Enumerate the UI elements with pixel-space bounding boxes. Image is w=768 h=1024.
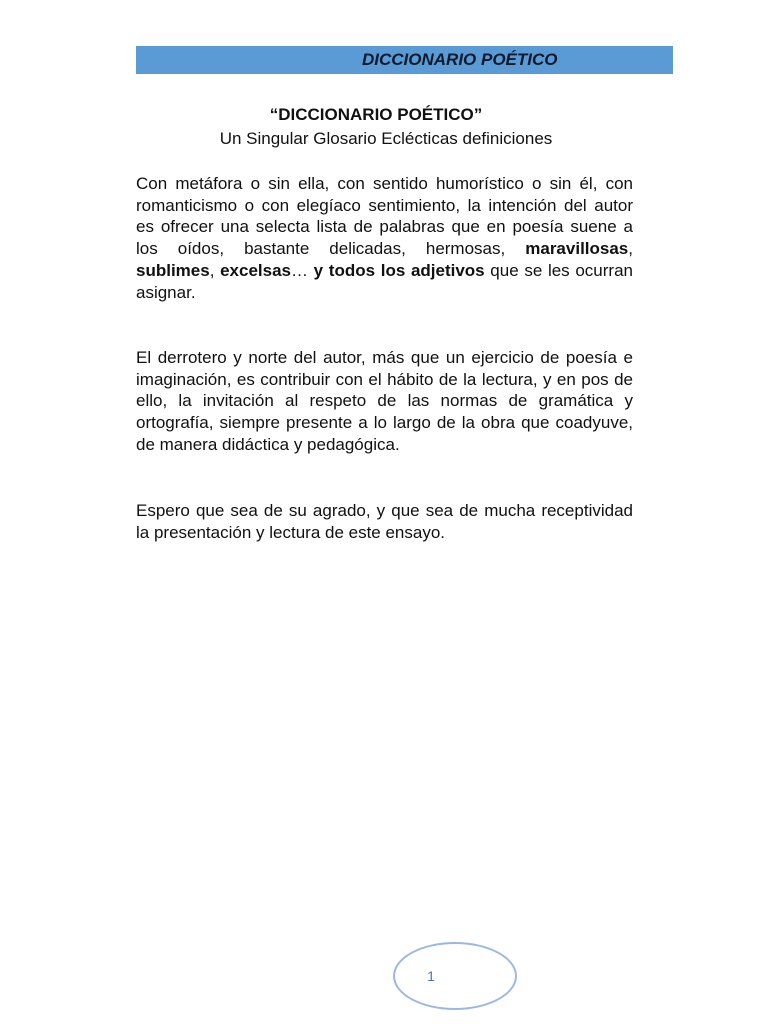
separator: , (628, 239, 633, 259)
bold-word-excelsas: excelsas (220, 260, 291, 280)
bold-word-sublimes: sublimes (136, 260, 210, 280)
document-title: “DICCIONARIO POÉTICO” (269, 105, 483, 124)
header-bar (136, 46, 673, 74)
separator: , (209, 260, 221, 280)
paragraph-closing: Espero que sea de su agrado, y que sea de mucha receptividad la presentación y lectura de este ensayo. (136, 501, 633, 542)
bold-phrase-adjetivos: y todos los adjetivos (313, 260, 485, 280)
paragraph-intro-lead: Con metáfora o sin ella, con sentido humorístico o sin él, con romanticismo o con elegíaco sentimiento, la intención del autor es ofrecer una selecta lista de palabras que en poesía suene a los oídos, bastante delicadas, hermosas, (136, 174, 633, 259)
paragraph-intro-tail: que se les ocurran asignar. (136, 260, 633, 302)
paragraph-intro (136, 173, 633, 303)
page-number: 1 (427, 968, 435, 984)
header-title: DICCIONARIO POÉTICO (362, 50, 558, 69)
ellipsis: … (291, 260, 314, 280)
document-subtitle: Un Singular Glosario Eclécticas definiciones (219, 129, 553, 148)
bold-word-maravillosas: maravillosas (525, 239, 629, 259)
paragraph-purpose: El derrotero y norte del autor, más que un ejercicio de poesía e imaginación, es contribuir con el hábito de la lectura, y en pos de ello, la invitación al respeto de las normas de gramática y ortografía, siempre presente a lo largo de la obra que coadyuve, de manera didáctica y pedagógica. (136, 348, 633, 454)
page-number-oval (393, 942, 517, 1010)
